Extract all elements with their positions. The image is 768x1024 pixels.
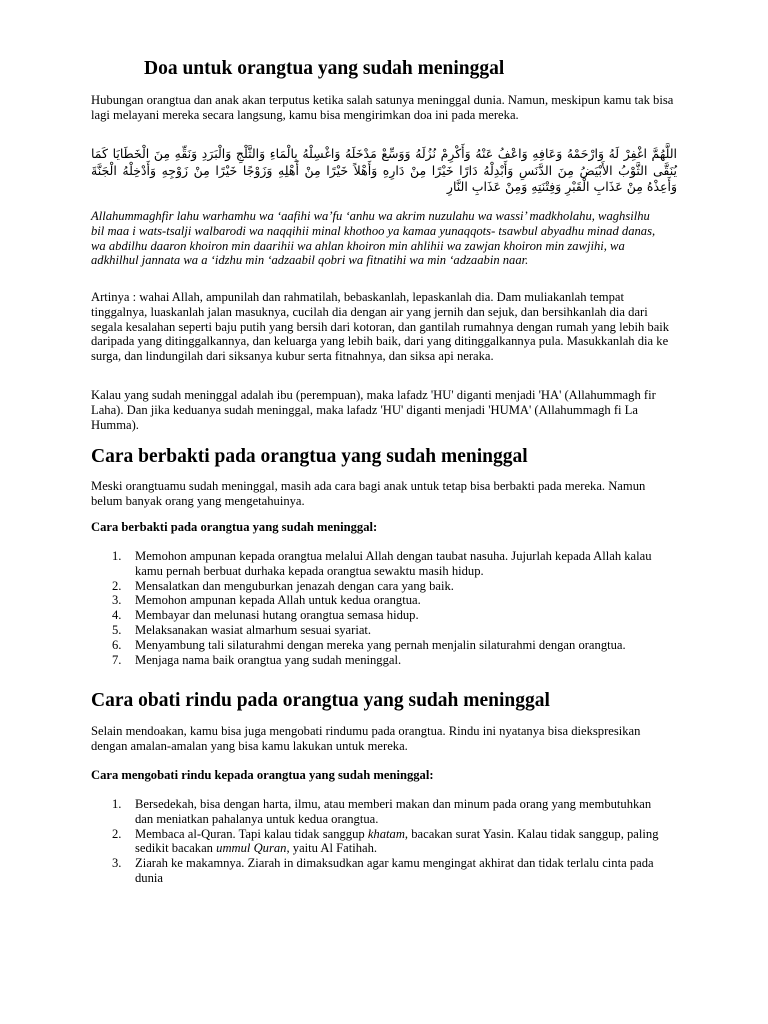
list-number: 1.: [112, 797, 122, 811]
list-item-text: Melaksanakan wasiat almarhum sesuai syariat.: [135, 622, 372, 637]
list-number: 5.: [112, 622, 122, 637]
list-item-text: Ziarah ke makamnya. Ziarah in dimaksudkan agar kamu mengingat akhirat dan tidak terlalu cinta pada dunia: [135, 856, 654, 885]
list-item: [91, 608, 661, 623]
list-item-text: Membayar dan melunasi hutang orangtua semasa hidup.: [135, 608, 419, 623]
berbakti-paragraph: Meski orangtuamu sudah meninggal, masih ada cara bagi anak untuk tetap bisa berbakti pada mereka. Namun belum banyak orang yang mengetahuinya.: [91, 479, 646, 508]
list-item-text: Memohon ampunan kepada Allah untuk kedua orangtua.: [135, 593, 421, 608]
list-item-text: Bersedekah, bisa dengan harta, ilmu, atau memberi makan dan minum pada orang yang membutuhkan dan meniatkan pahalanya untuk kedua orangtua.: [135, 797, 652, 826]
lafadz-note-paragraph: Kalau yang sudah meninggal adalah ibu (perempuan), maka lafadz 'HU' diganti menjadi 'HA' (Allahummagh fir Laha). Dan jika keduanya sudah meninggal, maka lafadz 'HU' diganti menjadi 'HUMA' (Allahummagh fi La Humma).: [91, 388, 656, 432]
obati-subheading: Cara mengobati rindu kepada orangtua yang sudah meninggal:: [91, 768, 434, 782]
section-heading-berbakti: Cara berbakti pada orangtua yang sudah meninggal: [91, 446, 528, 467]
intro-paragraph: Hubungan orangtua dan anak akan terputus ketika salah satunya meninggal dunia. Namun, meskipun kamu tak bisa lagi melayani mereka secara langsung, kamu bisa mengirimkan doa ini pada mereka.: [91, 93, 674, 122]
list-number: 3.: [112, 856, 122, 871]
list-item: [91, 856, 661, 886]
arabic-prayer: اللَّهُمَّ اغْفِرْ لَهُ وَارْحَمْهُ وَعَافِهِ وَاعْفُ عَنْهُ وَأَكْرِمْ نُزُلَهُ وَوَسِّعْ مَدْخَلَهُ وَاغْسِلْهُ بِالْمَاءِ وَالثَّلْجِ وَالْبَرَدِ وَنَقِّهِ مِنَ الْخَطَايَا كَمَا يُنَقَّى الثَّوْبُ الأَبْيَضُ مِنَ الدَّنَسِ وَأَبْدِلْهُ دَارًا خَيْرًا مِنْ دَارِهِ وَأَهْلاً خَيْرًا مِنْ أَهْلِهِ وَزَوْجًا خَيْرًا مِنْ زَوْجِهِ وَأَدْخِلْهُ الْجَنَّةَ وَأَعِذْهُ مِنْ عَذَابِ الْقَبْرِ وَفِتْنَتِهِ وَمِنْ عَذَابِ النَّارِ: [91, 146, 677, 194]
list-item-text: Memohon ampunan kepada orangtua melalui Allah dengan taubat nasuha. Jujurlah kepada Allah kalau kamu pernah berbuat durhaka kepada orangtua sewaktu masih hidup.: [135, 549, 652, 578]
list-item: [91, 653, 661, 668]
list-item-text: , bacakan surat Yasin. Kalau tidak sanggup, paling sedikit bacakan: [135, 826, 659, 856]
list-item: [91, 623, 661, 638]
list-item-text: Membaca al-Quran. Tapi kalau tidak sanggup: [135, 826, 368, 841]
list-number: 1.: [112, 549, 122, 563]
list-number: 2.: [112, 578, 122, 593]
berbakti-subheading: Cara berbakti pada orangtua yang sudah meninggal:: [91, 520, 378, 534]
list-item-text: Mensalatkan dan menguburkan jenazah dengan cara yang baik.: [135, 578, 454, 593]
page-title: Doa untuk orangtua yang sudah meninggal: [144, 58, 505, 79]
emphasis-ummul-quran: ummul Quran: [216, 841, 287, 856]
berbakti-list: [91, 549, 661, 667]
list-item-text: Menjaga nama baik orangtua yang sudah meninggal.: [135, 652, 402, 667]
list-number: 7.: [112, 652, 122, 667]
list-number: 2.: [112, 826, 122, 841]
list-number: 3.: [112, 593, 122, 608]
list-item-text: , yaitu Al Fatihah.: [286, 841, 378, 856]
section-heading-obati: Cara obati rindu pada orangtua yang sudah meninggal: [91, 690, 550, 711]
emphasis-khatam: khatam: [367, 826, 405, 841]
list-item: [91, 827, 661, 857]
list-number: 6.: [112, 637, 122, 652]
obati-paragraph: Selain mendoakan, kamu bisa juga mengobati rindumu pada orangtua. Rindu ini nyatanya bisa diekspresikan dengan amalan-amalan yang bisa kamu lakukan untuk mereka.: [91, 724, 641, 753]
list-item: [91, 579, 661, 594]
list-item: [91, 549, 661, 579]
translation-paragraph: Artinya : wahai Allah, ampunilah dan rahmatilah, bebaskanlah, lepaskanlah dia. Dam muliakanlah tempat tinggalnya, luaskanlah jalan masuknya, cucilah dia dengan air yang jernih dan sejuk, dan bersihkanlah dia dari segala kesalahan seperti baju putih yang bersih dari kotoran, dan gantilah rumahnya dengan rumah yang lebih baik daripada yang ditinggalkannya, dan keluarga yang lebih baik, dari yang ditinggalkannya pula. Masukkanlah dia ke surga, dan lindungilah dari siksanya kubur serta fitnahnya, dan siksa api neraka.: [91, 290, 670, 364]
list-item: [91, 797, 661, 827]
list-item: [91, 593, 661, 608]
list-number: 4.: [112, 608, 122, 623]
transliteration-paragraph: Allahummaghfir lahu warhamhu wa ‘aafihi wa’fu ‘anhu wa akrim nuzulahu wa wassi’ madkholahu, waghsilhu bil maa i wats-tsalji walbarodi wa naqqihii minal khothoo ya kamaa yunaqqots- tsawbul abyadhu minad danas, wa abdilhu daaron khoiron min daarihii wa ahlan khoiron min ahlihii wa zawjan khoiron min zawjihi, wa adkhilhul jannata wa a ‘idzhu min ‘adzaabil qobri wa fitnatihi wa min ‘adzaabin naar.: [91, 209, 656, 268]
list-item: [91, 638, 661, 653]
list-item-text: Menyambung tali silaturahmi dengan mereka yang pernah menjalin silaturahmi dengan orangtua.: [135, 637, 626, 652]
obati-list: [91, 797, 661, 886]
